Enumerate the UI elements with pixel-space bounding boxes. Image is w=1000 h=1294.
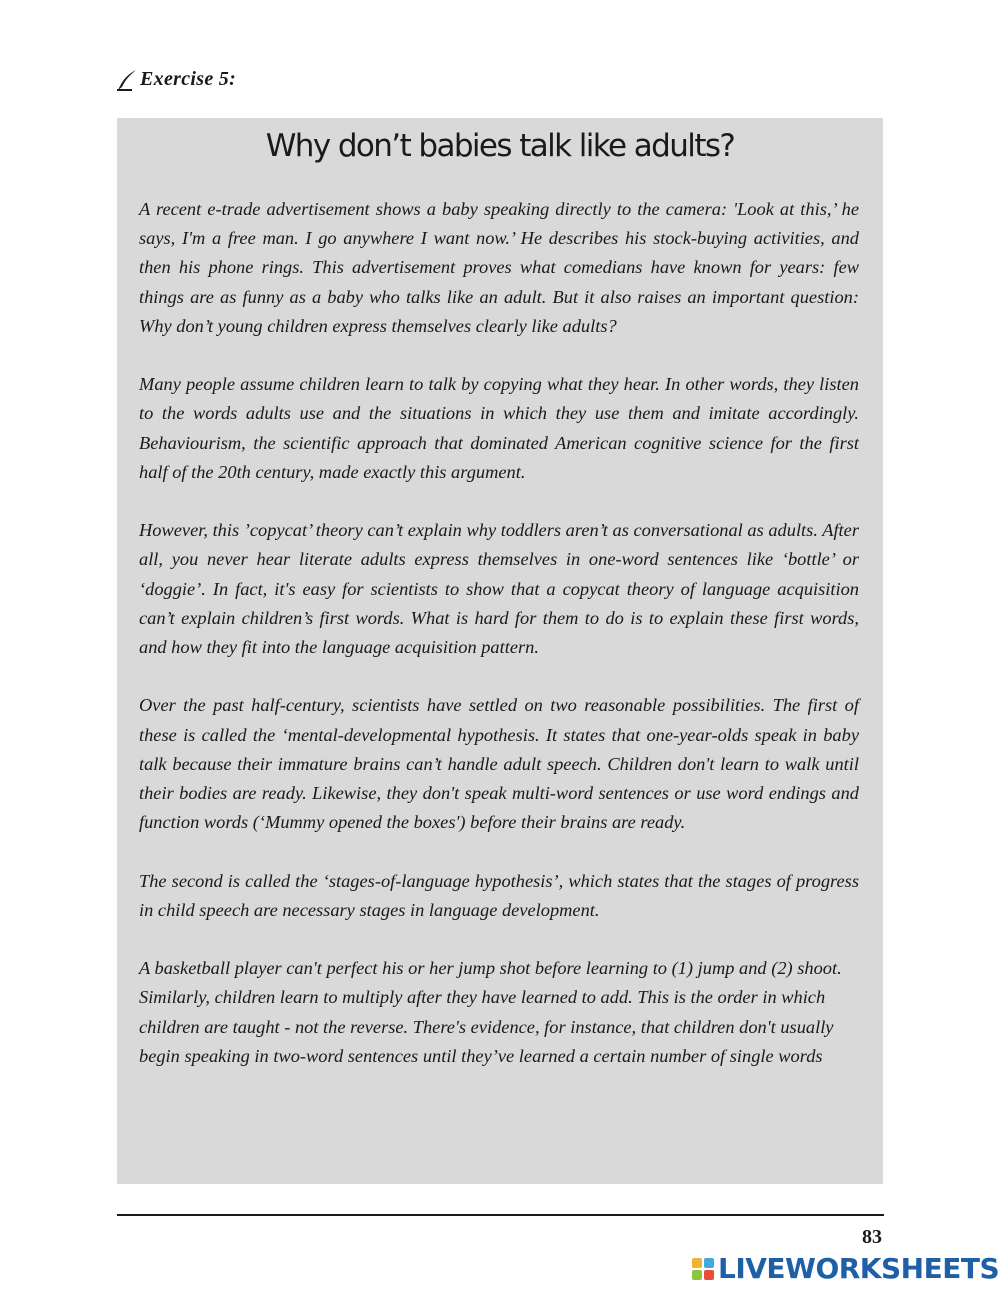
paragraph-4: Over the past half-century, scientists have settled on two reasonable possibilities. The first of these is called the ‘mental-developmental hypothesis. It states that one-year-olds speak in baby talk because their immature brains can’t handle adult speech. Children don't learn to walk until their bodies are ready. Likewise, they don't speak multi-word sentences or use word endings and function words (‘Mummy opened the boxes') before their brains are ready. xyxy=(139,695,859,833)
logo-tile-2 xyxy=(704,1258,714,1268)
paragraph-5: The second is called the ‘stages-of-language hypothesis’, which states that the stages of progress in child speech are necessary stages in language development. xyxy=(139,870,859,920)
reading-text xyxy=(139,195,859,1100)
liveworksheets-logo-icon xyxy=(692,1258,714,1280)
exercise-header xyxy=(116,68,236,91)
logo-tile-1 xyxy=(692,1258,702,1268)
footer-divider xyxy=(117,1214,884,1216)
paragraph-3: However, this ’copycat’ theory can’t explain why toddlers aren’t as conversational as adults. After all, you never hear literate adults express themselves in one-word sentences like ‘bottle’ or ‘doggie’. In fact, it's easy for scientists to show that a copycat theory of language acquisition can’t explain children’s first words. What is hard for them to do is to explain these first words, and how they fit into the language acquisition pattern. xyxy=(139,520,859,658)
page-number: 83 xyxy=(862,1226,882,1248)
brand-text: LIVEWORKSHEETS xyxy=(718,1252,1000,1285)
quill-pen-icon xyxy=(116,69,138,91)
page-title: Why don’t babies talk like adults? xyxy=(265,128,735,164)
liveworksheets-brand[interactable] xyxy=(692,1252,999,1285)
logo-tile-3 xyxy=(692,1270,702,1280)
logo-tile-4 xyxy=(704,1270,714,1280)
paragraph-2: Many people assume children learn to talk by copying what they hear. In other words, they listen to the words adults use and the situations in which they use them and imitate accordingly. Behaviourism, the scientific approach that dominated American cognitive science for the first half of the 20th century, made exactly this argument. xyxy=(139,374,859,482)
paragraph-1: A recent e-trade advertisement shows a baby speaking directly to the camera: 'Look at this,’ he says, I'm a free man. I go anywhere I want now.’ He describes his stock-buying activities, and then his phone rings. This advertisement proves what comedians have known for years: few things are as funny as a baby who talks like an adult. But it also raises an important question: Why don’t young children express themselves clearly like adults? xyxy=(139,199,859,336)
exercise-label: Exercise 5: xyxy=(140,68,237,90)
paragraph-6: A basketball player can't perfect his or her jump shot before learning to (1) jump and (2) shoot. Similarly, children learn to multiply after they have learned to add. This is the order in which children are taught - not the reverse. There's evidence, for instance, that children don't usually begin speaking in two-word sentences until they’ve learned a certain number of single words xyxy=(139,958,842,1066)
